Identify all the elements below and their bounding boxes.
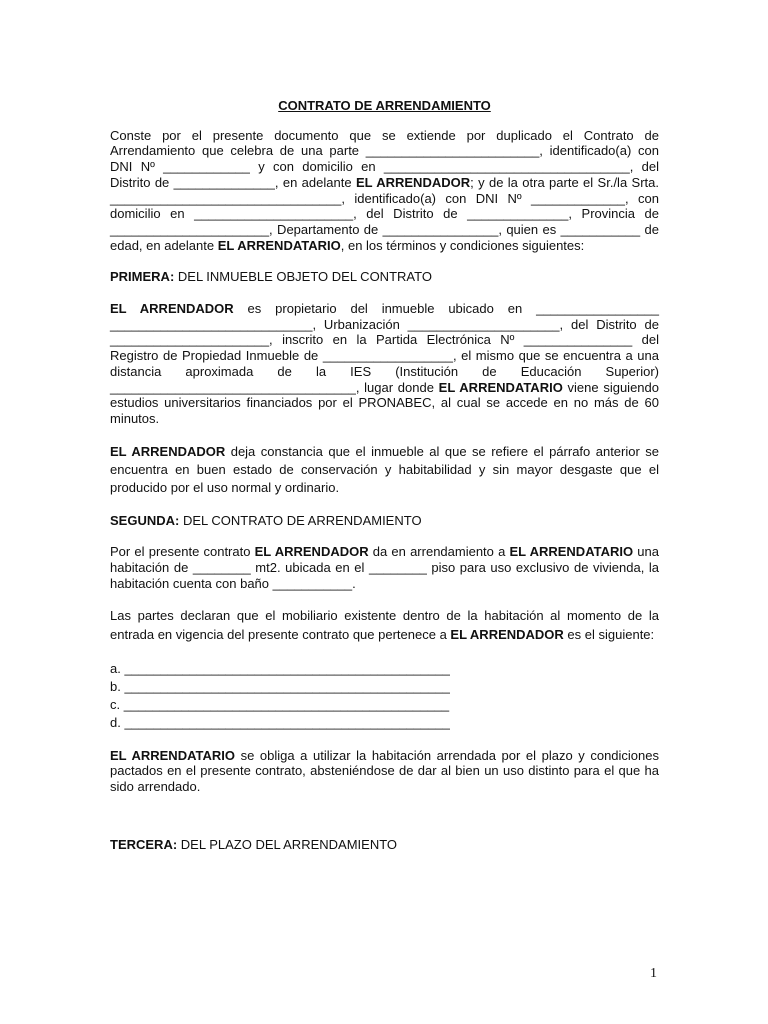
primera-subject: DEL INMUEBLE OBJETO DEL CONTRATO bbox=[174, 269, 432, 285]
segunda-paragraph-2 bbox=[110, 607, 659, 644]
primera-p2-arrendador: EL ARRENDADOR bbox=[110, 443, 226, 459]
furniture-item-a: a. _____________________________________________ bbox=[110, 661, 450, 677]
segunda-p1-text-2: da en arrendamiento a bbox=[368, 544, 510, 560]
furniture-list bbox=[110, 660, 659, 731]
clause-heading-segunda bbox=[110, 513, 659, 529]
primera-paragraph-2 bbox=[110, 443, 659, 497]
segunda-paragraph-1 bbox=[110, 544, 659, 591]
spacer bbox=[110, 253, 659, 269]
intro-paragraph bbox=[110, 128, 659, 254]
furniture-item-b: b. _____________________________________________ bbox=[110, 679, 450, 695]
segunda-p1-arrendatario: EL ARRENDATARIO bbox=[509, 544, 634, 560]
intro-text-1: Conste por el presente documento que se extiende por duplicado el Contrato de Arrendamiento que celebra de una parte ________________________, identificado(a) con DNI Nº ____________ y con domicilio en __________________________________, del Distrito de ______________, en adelante bbox=[110, 127, 659, 190]
clause-heading-tercera bbox=[110, 837, 659, 853]
clause-heading-primera bbox=[110, 269, 659, 285]
primera-p1-arrendador: EL ARRENDADOR bbox=[110, 301, 234, 317]
spacer bbox=[110, 591, 659, 607]
furniture-item-c: c. _____________________________________________ bbox=[110, 697, 450, 713]
spacer bbox=[110, 528, 659, 544]
tercera-heading: TERCERA: bbox=[110, 836, 178, 852]
tercera-subject: DEL PLAZO DEL ARRENDAMIENTO bbox=[177, 836, 398, 852]
document-body bbox=[110, 98, 659, 852]
intro-text-3: , en los términos y condiciones siguientes: bbox=[340, 237, 585, 253]
segunda-p1-text-3: una habitación de ________ mt2. ubicada en el ________ piso para uso exclusivo de vivienda, la habitación cuenta con baño ___________. bbox=[110, 544, 659, 591]
primera-p1-text-1: es propietario del inmueble ubicado en _________________ ____________________________, Urbanización _____________________, del Distrito de ______________________, inscrito en la Partida Electrónica Nº _______________ del Registro de Propiedad Inmueble de __________________, el mismo que se encuentra a una distancia aproximada de la IES (Institución de Educación Superior) __________________________________, lugar donde bbox=[110, 301, 659, 395]
page-number: 1 bbox=[650, 966, 657, 981]
primera-p1-arrendatario: EL ARRENDATARIO bbox=[438, 379, 563, 395]
spacer bbox=[110, 497, 659, 513]
segunda-heading: SEGUNDA: bbox=[110, 512, 180, 528]
segunda-p1-text-1: Por el presente contrato bbox=[110, 544, 255, 560]
intro-text-2: ; y de la otra parte el Sr./la Srta. ________________________________, identificado(a) con DNI Nº _____________, con domicilio en ______________________, del Distrito de ______________, Provincia de ______________________, Departamento de ________________, quien es ___________ de edad, en adelante bbox=[110, 174, 660, 253]
segunda-paragraph-3 bbox=[110, 748, 659, 795]
segunda-p2-arrendador: EL ARRENDADOR bbox=[450, 626, 564, 642]
primera-p1-text-2: viene siguiendo estudios universitarios financiados por el PRONABEC, al cual se accede en no más de 60 minutos. bbox=[110, 379, 659, 426]
spacer bbox=[110, 644, 659, 660]
primera-heading: PRIMERA: bbox=[110, 269, 175, 285]
segunda-p2-text-2: es el siguiente: bbox=[563, 626, 655, 642]
primera-p2-text-1: deja constancia que el inmueble al que se refiere el párrafo anterior se encuentra en buen estado de conservación y habitabilidad y sin mayor desgaste que el producido por el uso normal y ordinario. bbox=[110, 443, 659, 495]
segunda-subject: DEL CONTRATO DE ARRENDAMIENTO bbox=[179, 512, 422, 528]
spacer bbox=[110, 732, 659, 748]
segunda-p3-arrendatario: EL ARRENDATARIO bbox=[110, 747, 235, 763]
spacer bbox=[110, 795, 659, 837]
intro-arrendador: EL ARRENDADOR bbox=[355, 174, 471, 190]
intro-arrendatario: EL ARRENDATARIO bbox=[217, 237, 341, 253]
spacer bbox=[110, 427, 659, 443]
primera-paragraph-1 bbox=[110, 301, 659, 427]
document-title: CONTRATO DE ARRENDAMIENTO bbox=[278, 98, 491, 113]
spacer bbox=[110, 285, 659, 301]
segunda-p1-arrendador: EL ARRENDADOR bbox=[254, 544, 369, 560]
segunda-p2-text-1: Las partes declaran que el mobiliario existente dentro de la habitación al momento de la entrada en vigencia del presente contrato que pertenece a bbox=[110, 608, 659, 642]
furniture-item-d: d. _____________________________________________ bbox=[110, 714, 450, 730]
segunda-p3-text-1: se obliga a utilizar la habitación arrendada por el plazo y condiciones pactados en el presente contrato, absteniéndose de dar al bien un uso distinto para el que ha sido arrendado. bbox=[110, 747, 659, 795]
